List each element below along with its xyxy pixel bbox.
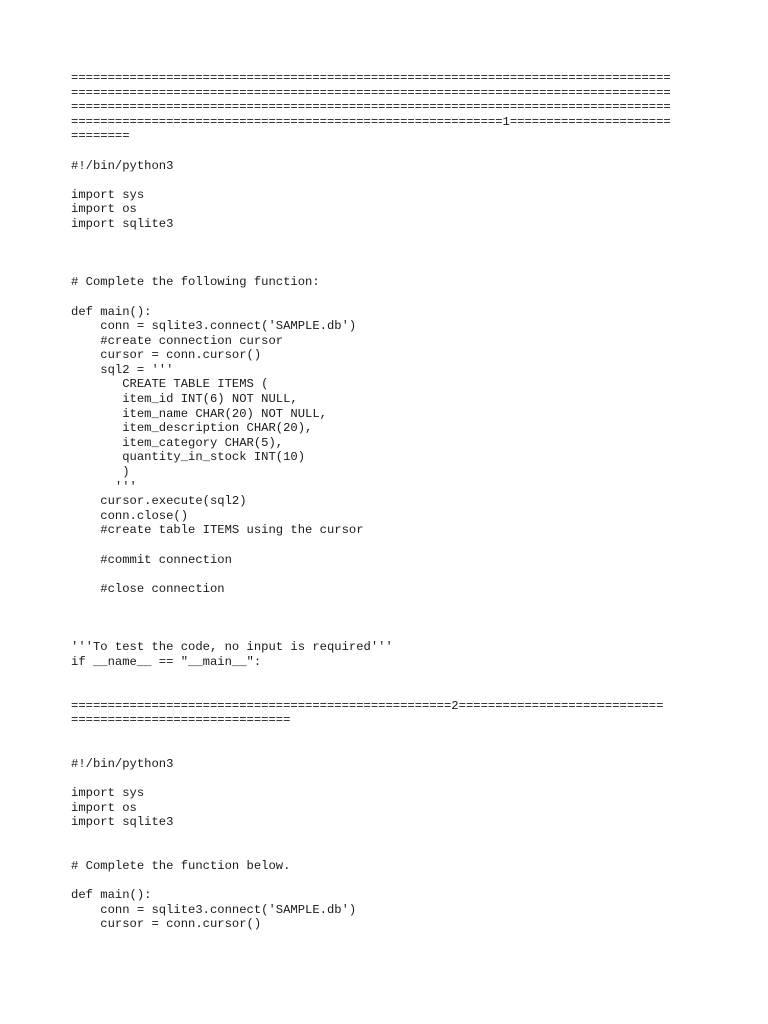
code-line: '''To test the code, no input is required''' bbox=[71, 640, 393, 655]
code-line: cursor = conn.cursor() bbox=[71, 348, 262, 363]
code-line: # Complete the following function: bbox=[71, 275, 320, 290]
code-line: if __name__ == "__main__": bbox=[71, 654, 262, 669]
code-line: item_category CHAR(5), bbox=[71, 435, 284, 450]
code-line: import sqlite3 bbox=[71, 815, 174, 830]
code-document bbox=[71, 71, 701, 932]
code-line: #!/bin/python3 bbox=[71, 756, 174, 771]
code-line: ''' bbox=[71, 479, 137, 494]
code-line bbox=[71, 261, 701, 276]
code-line bbox=[71, 144, 701, 159]
code-line: import os bbox=[71, 202, 137, 217]
code-line: import sqlite3 bbox=[71, 216, 174, 231]
code-line: def main(): bbox=[71, 304, 152, 319]
code-line: item_id INT(6) NOT NULL, bbox=[71, 392, 298, 407]
code-line bbox=[71, 742, 701, 757]
code-line: import sys bbox=[71, 187, 145, 202]
code-line: item_name CHAR(20) NOT NULL, bbox=[71, 406, 327, 421]
code-line: ) bbox=[71, 465, 130, 480]
code-line: ================================================================================== bbox=[71, 85, 671, 100]
code-line: conn = sqlite3.connect('SAMPLE.db') bbox=[71, 319, 357, 334]
code-line: #commit connection bbox=[71, 552, 232, 567]
code-line bbox=[71, 772, 701, 787]
code-line bbox=[71, 596, 701, 611]
code-line: quantity_in_stock INT(10) bbox=[71, 450, 306, 465]
code-line: sql2 = ''' bbox=[71, 362, 174, 377]
code-line: ============================== bbox=[71, 713, 291, 728]
code-line bbox=[71, 611, 701, 626]
code-line: #!/bin/python3 bbox=[71, 158, 174, 173]
code-line bbox=[71, 728, 701, 743]
code-line bbox=[71, 567, 701, 582]
code-line: # Complete the function below. bbox=[71, 859, 291, 874]
code-line: conn.close() bbox=[71, 508, 189, 523]
code-line bbox=[71, 626, 701, 641]
code-line: import sys bbox=[71, 786, 145, 801]
code-line bbox=[71, 844, 701, 859]
code-line: ================================================================================== bbox=[71, 100, 671, 115]
code-line: ===========================================================1====================== bbox=[71, 114, 671, 129]
code-line: import os bbox=[71, 800, 137, 815]
code-line: ====================================================2============================ bbox=[71, 698, 664, 713]
code-line bbox=[71, 874, 701, 889]
code-line: CREATE TABLE ITEMS ( bbox=[71, 377, 269, 392]
code-line: cursor = conn.cursor() bbox=[71, 917, 262, 932]
code-line: #close connection bbox=[71, 581, 225, 596]
code-line bbox=[71, 830, 701, 845]
code-line bbox=[71, 684, 701, 699]
code-line bbox=[71, 538, 701, 553]
code-line bbox=[71, 290, 701, 305]
code-line: #create connection cursor bbox=[71, 333, 284, 348]
code-line: item_description CHAR(20), bbox=[71, 421, 313, 436]
code-line: def main(): bbox=[71, 888, 152, 903]
code-line bbox=[71, 232, 701, 247]
code-line bbox=[71, 246, 701, 261]
code-line: conn = sqlite3.connect('SAMPLE.db') bbox=[71, 902, 357, 917]
code-line bbox=[71, 669, 701, 684]
code-line: ================================================================================== bbox=[71, 71, 671, 85]
code-line: #create table ITEMS using the cursor bbox=[71, 523, 364, 538]
code-line: cursor.execute(sql2) bbox=[71, 494, 247, 509]
code-line: ======== bbox=[71, 129, 130, 144]
code-line bbox=[71, 173, 701, 188]
